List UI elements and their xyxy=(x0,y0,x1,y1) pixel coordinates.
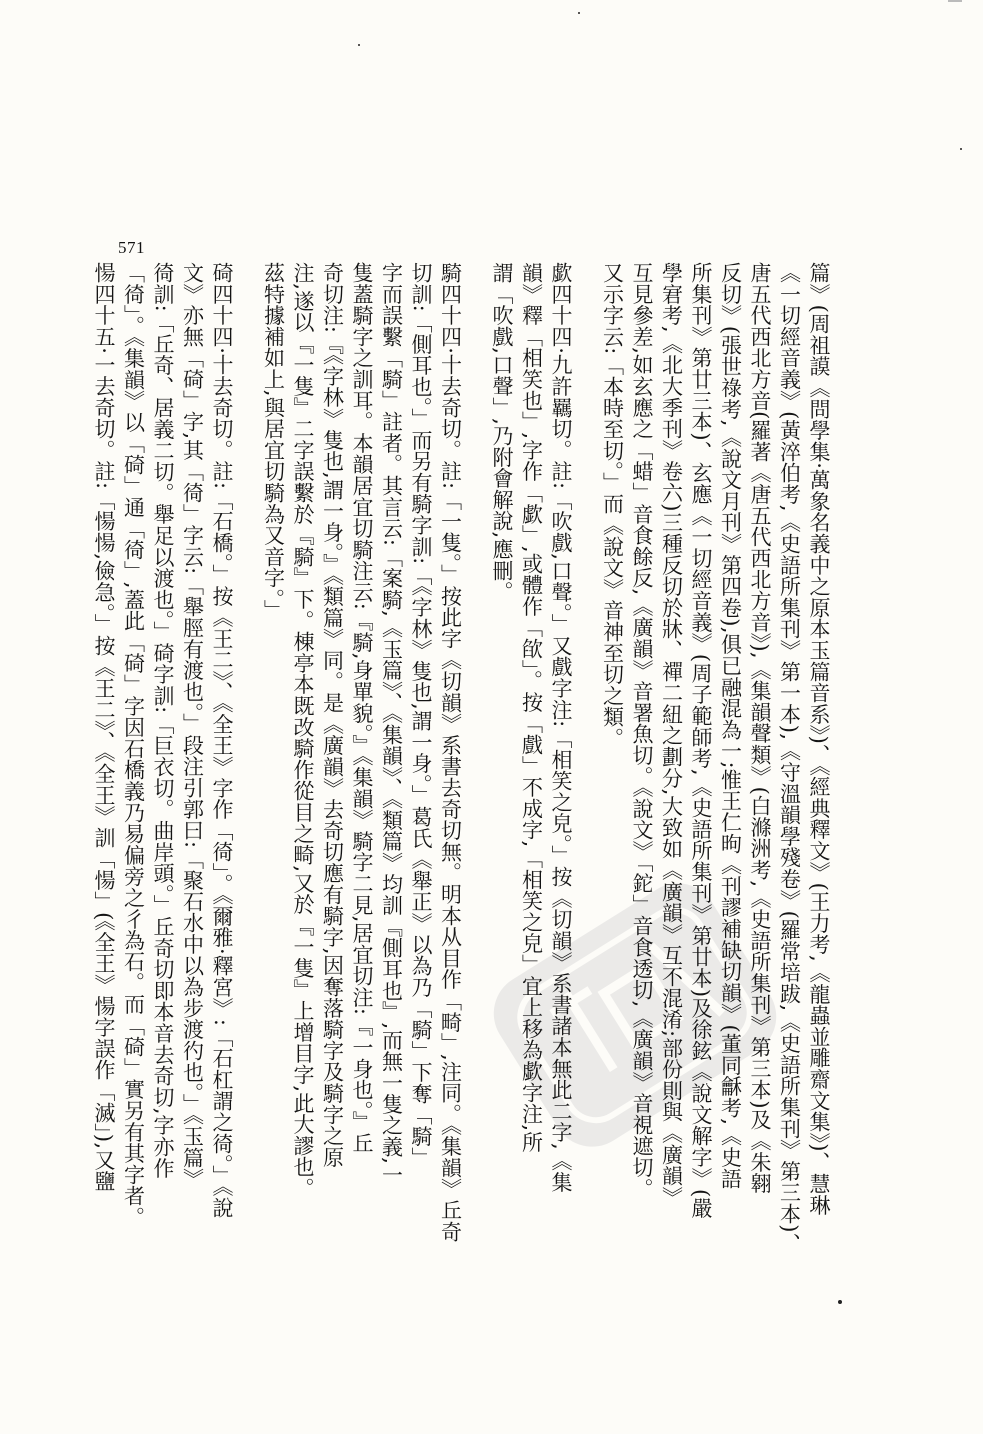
text-line: 互見參差,如玄應之「蜡」音食餘反,《廣韻》音署魚切。《說文》「鉈」音食透切,《廣韻》音視遮切。 xyxy=(630,262,654,1200)
page-number: 571 xyxy=(118,238,145,257)
text-line: 奇切注:『《字林》隻也,謂一身。』《類篇》同。是《廣韻》去奇切應有騎字,因奪落騎字及騎字之原 xyxy=(320,262,345,1168)
scan-edge-mark xyxy=(948,0,962,2)
main-text xyxy=(89,262,834,1302)
text-line: 愓四十五·一去奇切。註:「愓愓,儉急。」按《王二》、《全王》訓「愓」(《全王》愓字誤作「滅」),又鹽 xyxy=(92,262,116,1192)
scan-speck xyxy=(838,1300,842,1304)
text-line: 徛訓:「丘奇、居義二切。舉足以渡也。」碕字訓:「巨衣切。曲岸頭。」丘奇切即本音去奇切,字亦作 xyxy=(151,262,175,1179)
text-line: 謂「吹戲,口聲」,乃附會解說,應刪。 xyxy=(490,262,514,603)
text-line: 學宭考,《北大季刊》卷六)三種反切於牀、禪二紐之劃分,大致如《廣韻》互不混淆;部份則與《廣韻》 xyxy=(659,262,684,1208)
text-line: 韻》釋「相笑也」,字作「歔」,或體作「欿」。按「戲」不成字,「相笑之皃」宜上移為歔字注,所 xyxy=(519,262,544,1153)
text-line: 唐五代西北方音(羅著《唐五代西北方音》),《集韻聲類》(白滌洲考,《史語所集刊》第三本)及《朱翱 xyxy=(748,262,772,1195)
scan-speck xyxy=(578,12,580,14)
text-line: 所集刊》第廿三本)、玄應《一切經音義》(周子範師考,《史語所集刊》第廿本)及徐鉉《說文解字》(嚴 xyxy=(689,262,713,1219)
text-line: 歔四十四·九許羈切。註:「吹戲,口聲。」又戲字注:「相笑之皃。」按《切韻》系書諸本無此二字,《集 xyxy=(549,262,573,1193)
paragraph-gap xyxy=(236,262,258,1302)
paragraph-gap xyxy=(465,262,487,1302)
paragraph-gap xyxy=(575,262,597,1302)
text-line: 文》亦無「碕」字,其「徛」字云:「舉脛有渡也。」段注引郭曰:「聚石水中以為步渡彴也。」《玉篇》 xyxy=(180,262,205,1190)
text-line: 騎四十四·十去奇切。註:「一隻。」按此字《切韻》系書去奇切無。明本从目作「畸」,注同。《集韻》丘奇 xyxy=(438,262,463,1243)
text-line: 又示字云:「本時至切。」而《說文》音神至切之類。 xyxy=(600,262,625,749)
scan-speck xyxy=(358,44,360,46)
text-line: 篇》(周祖謨《問學集·萬象名義中之原本玉篇音系》)、《經典釋文》(王力考,《龍蟲並雕齋文集》)、慧琳 xyxy=(807,262,831,1216)
text-line: 「徛」。《集韻》以「碕」通「徛」,蓋此「碕」字因石橋義乃易偏旁之彳為石。而「碕」實另有其字者。 xyxy=(121,262,146,1228)
text-line: 切訓:「側耳也。」而另有騎字訓:「《字林》隻也,謂一身。」葛氏《舉正》以為乃「騎」下奪「騎」 xyxy=(409,262,433,1169)
text-line: 隻蓋騎字之訓耳。本韻居宜切騎注云:『騎,身單貌。』《集韻》騎字二見,居宜切注:『一身也。』丘 xyxy=(350,262,374,1154)
text-line: 字而誤繫「騎」註者。其言云:「案騎,《玉篇》、《集韻》、《類篇》均訓『側耳也』,而無一隻之義,一 xyxy=(379,262,404,1186)
text-line: 茲特據補如上,與居宜切騎為又音字。」 xyxy=(261,262,286,621)
text-line: 反切》(張世祿考,《說文月刊》第四卷),俱已融混為一;惟王仁昫《刊謬補缺切韻》(董同龢考,《史語 xyxy=(718,262,743,1190)
text-line: 碕四十四·十去奇切。註:「石橋。」按《王二》、《全王》字作「徛」。《爾雅·釋宮》:「石杠謂之徛。」《說 xyxy=(210,262,234,1219)
scan-speck xyxy=(960,148,962,150)
text-line: 《一切經音義》(黃淬伯考,《史語所集刊》第一本),《守溫韻學殘卷》(羅常培跋,《史語所集刊》第三本)、 xyxy=(777,262,802,1255)
text-line: 注,遂以『一隻』二字誤繫於『騎』下。棟亭本既改騎作從目之畸,又於『一隻』上增目字,此大謬也。 xyxy=(291,262,315,1199)
